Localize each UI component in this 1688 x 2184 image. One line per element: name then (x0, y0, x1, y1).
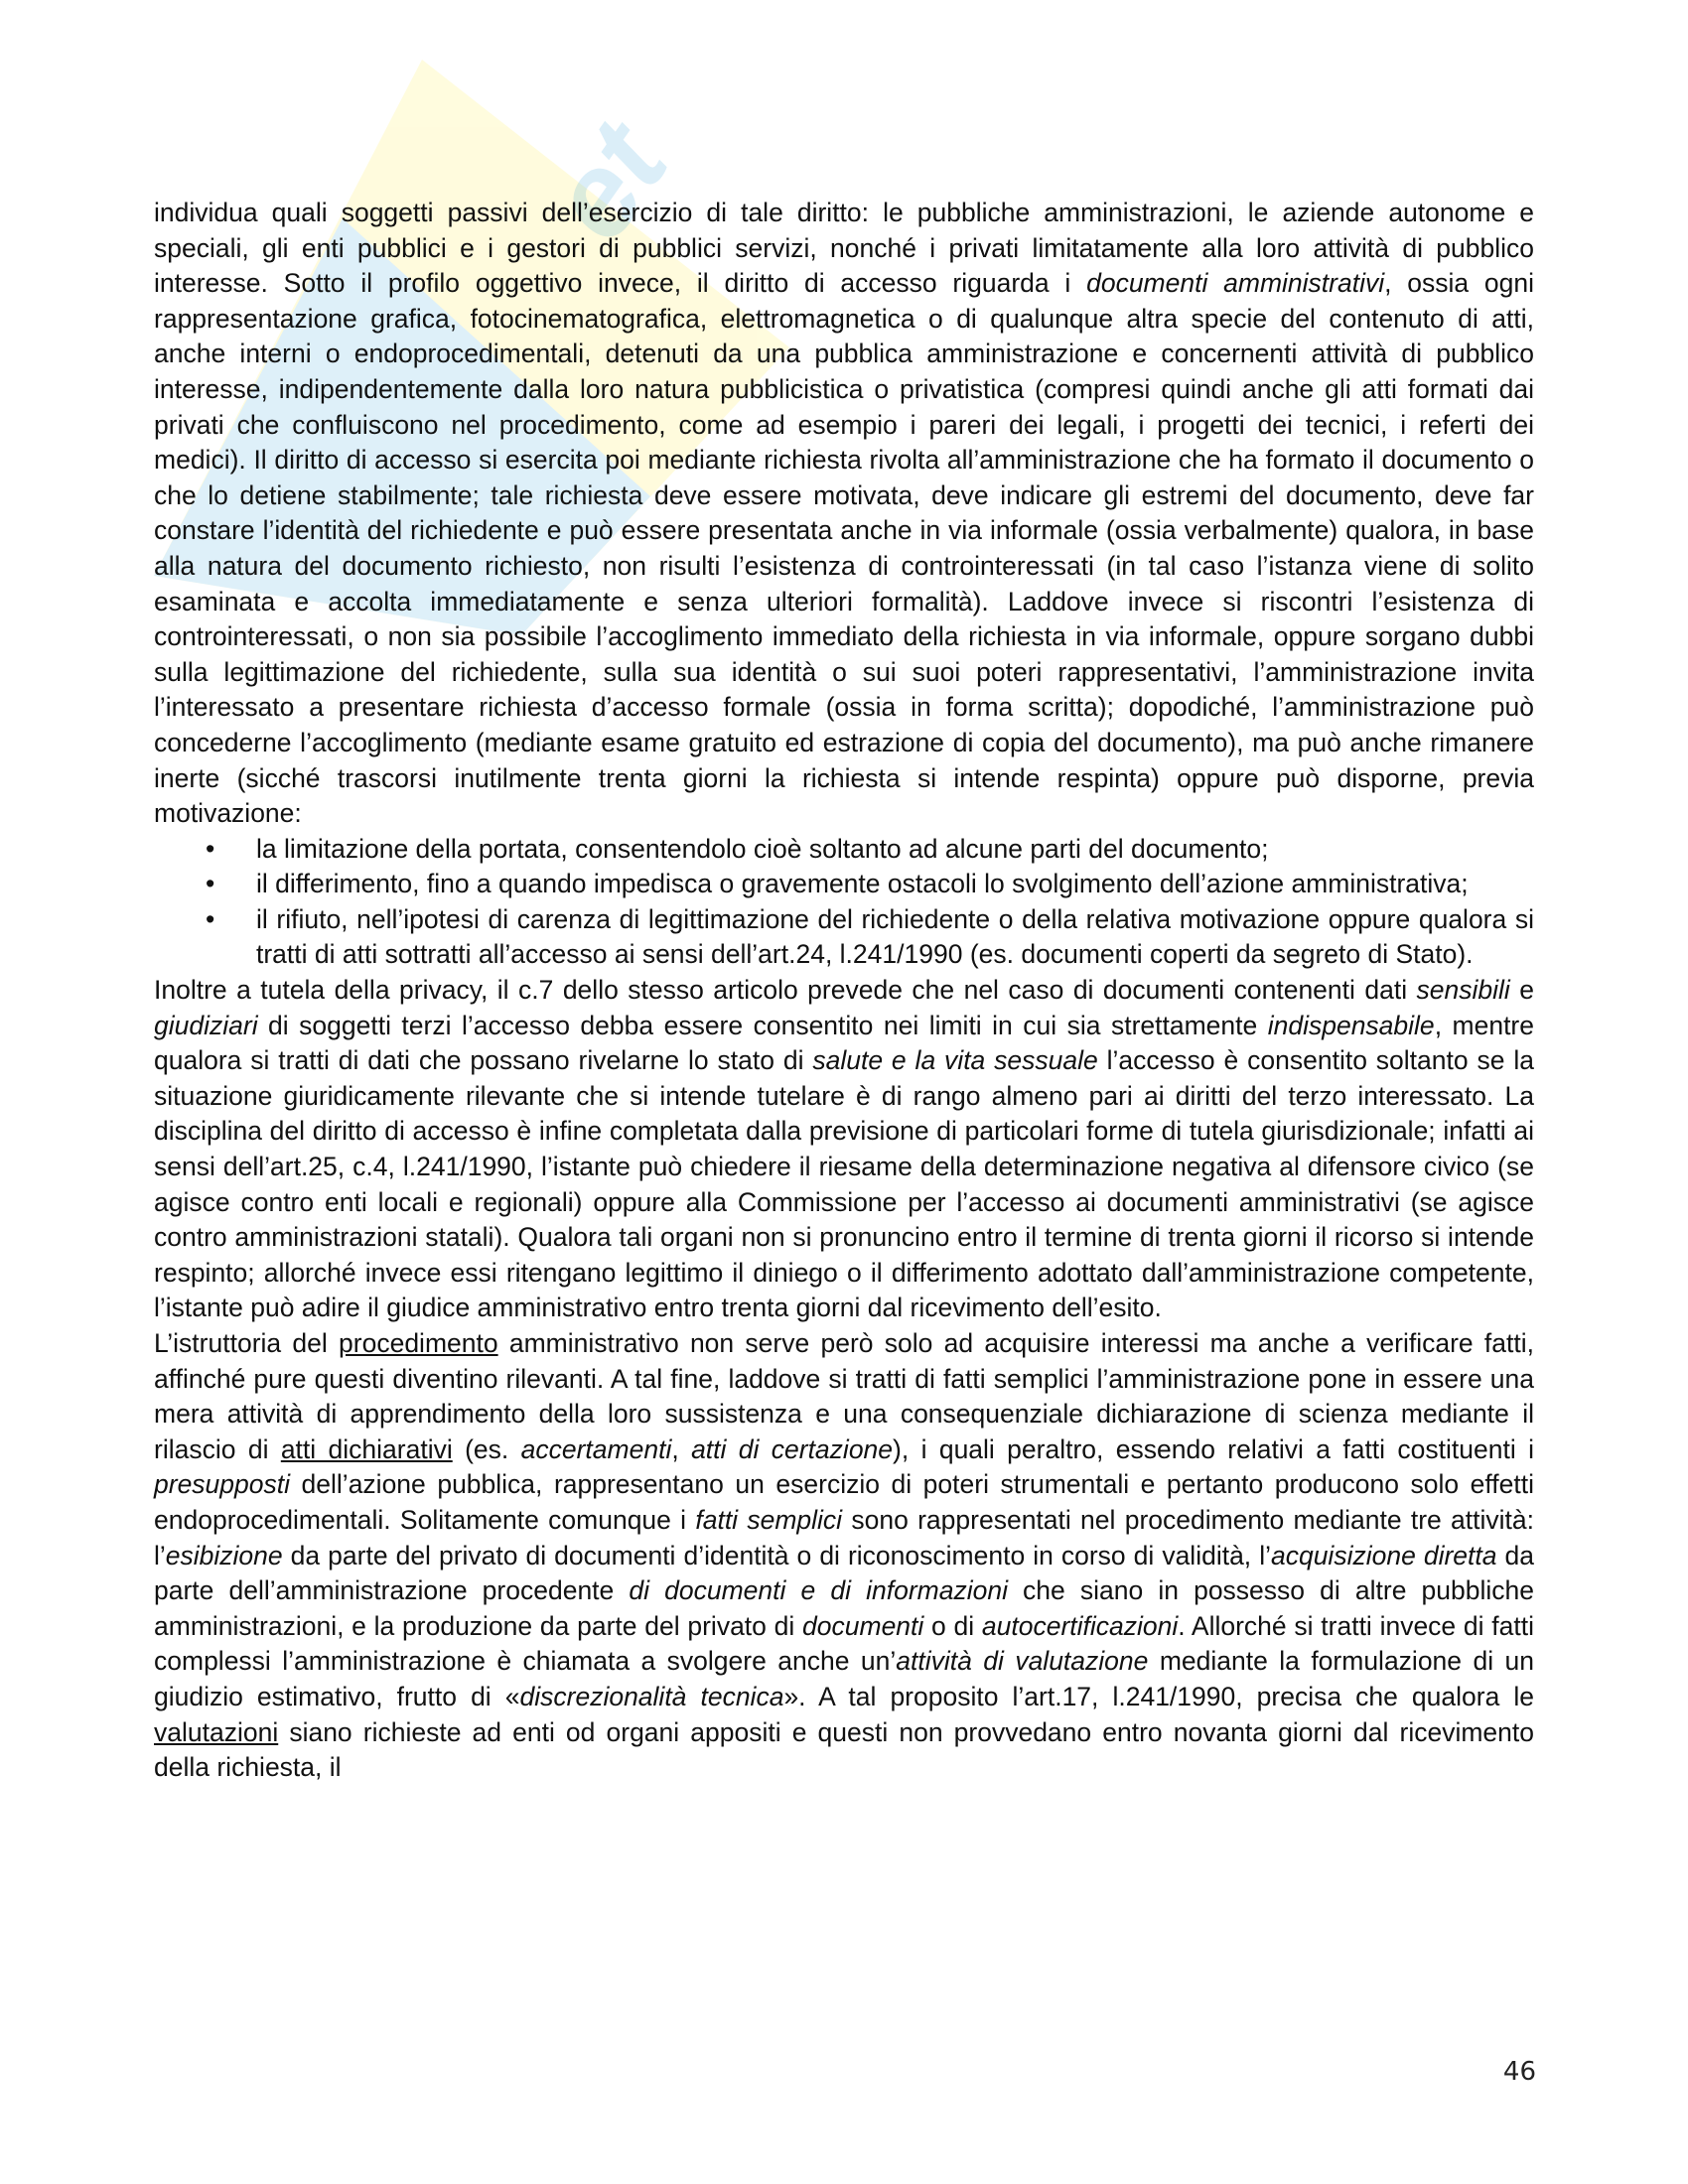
link-procedimento[interactable]: procedimento (339, 1328, 498, 1358)
paragraph-privacy: Inoltre a tutela della privacy, il c.7 dello stesso articolo prevede che nel caso di documenti contenenti dati sensibili e giudiziari di soggetti terzi l’accesso debba essere consentito nei limiti in cui sia strettamente indispensabile, mentre qualora si tratti di dati che possano rivelarne lo stato di salute e la vita sessuale l’accesso è consentito soltanto se la situazione giuridicamente rilevante che si intende tutelare è di rango almeno pari ai diritti del terzo interessato. La disciplina del diritto di accesso è infine completata dalla previsione di particolari forme di tutela giurisdizionale; infatti ai sensi dell’art.25, c.4, l.241/1990, l’istante può chiedere il riesame della determinazione negativa al difensore civico (se agisce contro enti locali e regionali) oppure alla Commissione per l’accesso ai documenti amministrativi (se agisce contro amministrazioni statali). Qualora tali organi non si pronuncino entro il termine di trenta giorni il ricorso si intende respinto; allorché invece essi ritengano legittimo il diniego o il differimento adottato dall’amministrazione competente, l’istante può adire il giudice amministrativo entro trenta giorni dal ricevimento dell’esito. (154, 975, 1534, 1323)
document-body (154, 196, 1534, 1786)
watermark-text: et (522, 99, 693, 263)
list-item: • il differimento, fino a quando impedisca o gravemente ostacoli lo svolgimento dell’azione amministrativa; (154, 867, 1534, 902)
list-item: • il rifiuto, nell’ipotesi di carenza di legittimazione del richiedente o della relativa motivazione oppure qualora si tratti di atti sottratti all’accesso ai sensi dell’art.24, l.241/1990 (es. documenti coperti da segreto di Stato). (154, 902, 1534, 973)
link-valutazioni[interactable]: valutazioni (154, 1716, 279, 1747)
list-item: • la limitazione della portata, consentendolo cioè soltanto ad alcune parti del documento; (154, 832, 1534, 868)
bullet-list (154, 832, 1534, 973)
paragraph-istruttoria: L’istruttoria del procedimento amministrativo non serve però solo ad acquisire interessi ma anche a verificare fatti, affinché pure questi diventino rilevanti. A tal fine, laddove si tratti di fatti semplici l’amministrazione pone in essere una mera attività di apprendimento della loro sussistenza e una consequenziale dichiarazione di scienza mediante il rilascio di atti dichiarativi (es. accertamenti, atti di certazione), i quali peraltro, essendo relativi a fatti costituenti i presupposti dell’azione pubblica, rappresentano un esercizio di poteri strumentali e pertanto producono solo effetti endoprocedimentali. Solitamente comunque i fatti semplici sono rappresentati nel procedimento mediante tre attività: l’esibizione da parte del privato di documenti d’identità o di riconoscimento in corso di validità, l’acquisizione diretta da parte dell’amministrazione procedente di documenti e di informazioni che siano in possesso di altre pubbliche amministrazioni, e la produzione da parte del privato di documenti o di autocertificazioni. Allorché si tratti invece di fatti complessi l’amministrazione è chiamata a svolgere anche un’attività di valutazione mediante la formulazione di un giudizio estimativo, frutto di «discrezionalità tecnica». A tal proposito l’art.17, l.241/1990, precisa che qualora le valutazioni siano richieste ad enti od organi appositi e questi non provvedano entro novanta giorni dal ricevimento della richiesta, il (154, 1328, 1535, 1783)
page-number: 46 (1502, 2057, 1536, 2087)
paragraph-access-subjects: individua quali soggetti passivi dell’esercizio di tale diritto: le pubbliche amministrazioni, le aziende autonome e speciali, gli enti pubblici e i gestori di pubblici servizi, nonché i privati limitatamente alla loro attività di pubblico interesse. Sotto il profilo oggettivo invece, il diritto di accesso riguarda i documenti amministrativi, ossia ogni rappresentazione grafica, fotocinematografica, elettromagnetica o di qualunque altra specie del contenuto di atti, anche interni o endoprocedimentali, detenuti da una pubblica amministrazione e concernenti attività di pubblico interesse, indipendentemente dalla loro natura pubblicistica o privatistica (compresi quindi anche gli atti formati dai privati che confluiscono nel procedimento, come ad esempio i pareri dei legali, i progetti dei tecnici, i referti dei medici). Il diritto di accesso si esercita poi mediante richiesta rivolta all’amministrazione che ha formato il documento o che lo detiene stabilmente; tale richiesta deve essere motivata, deve indicare gli estremi del documento, deve far constare l’identità del richiedente e può essere presentata anche in via informale (ossia verbalmente) qualora, in base alla natura del documento richiesto, non risulti l’esistenza di controinteressati (in tal caso l’istanza viene di solito esaminata e accolta immediatamente e senza ulteriori formalità). Laddove invece si riscontri l’esistenza di controinteressati, o non sia possibile l’accoglimento immediato della richiesta in via informale, oppure sorgano dubbi sulla legittimazione del richiedente, sulla sua identità o sui suoi poteri rappresentativi, l’amministrazione invita l’interessato a presentare richiesta d’accesso formale (ossia in forma scritta); dopodiché, l’amministrazione può concederne l’accoglimento (mediante esame gratuito ed estrazione di copia del documento), ma può anche rimanere inerte (sicché trascorsi inutilmente trenta giorni la richiesta si intende respinta) oppure può disporne, previa motivazione: (154, 198, 1534, 829)
link-atti-dichiarativi[interactable]: atti dichiarativi (280, 1433, 453, 1464)
